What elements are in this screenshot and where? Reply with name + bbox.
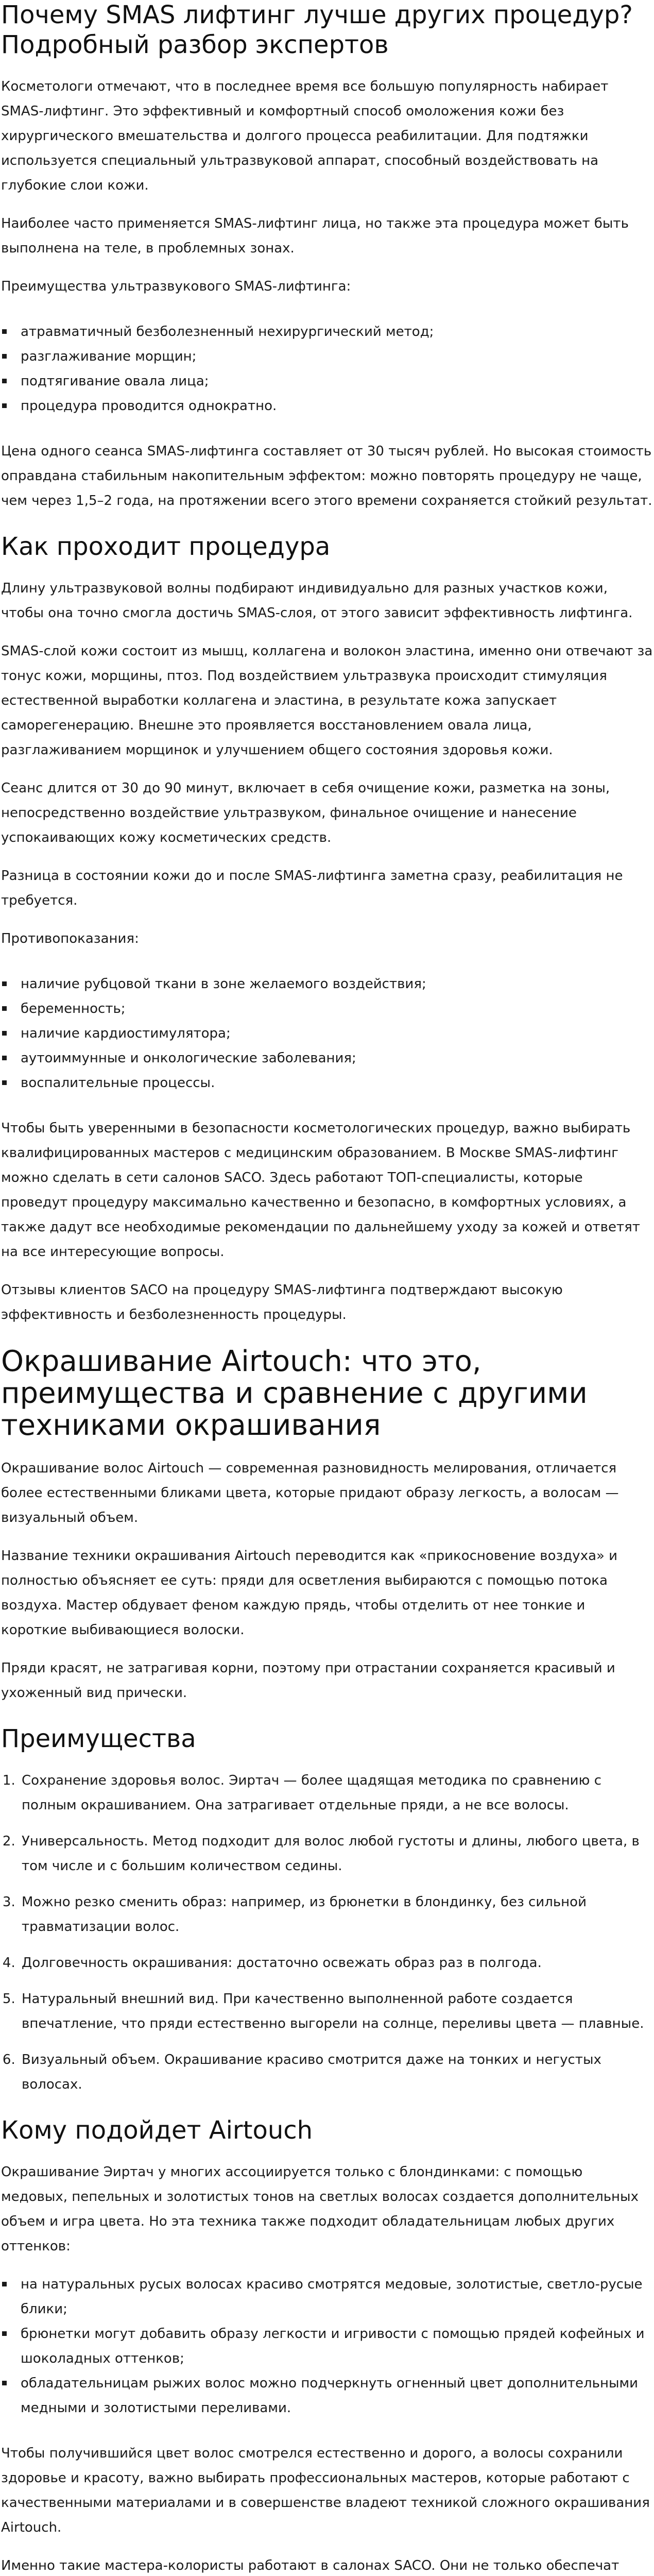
list-item: 6. Визуальный объем. Окрашивание красиво смотрится даже на тонких и негустых волосах.	[20, 2047, 653, 2097]
hair-color-list	[1, 2272, 653, 2420]
paragraph: Косметологи отмечают, что в последнее время все большую популярность набирает SMAS-лифтинг. Это эффективный и комфортный способ омоложения кожи без хирургического вмешательства и долгого процесса реабилитации. Для подтяжки используется специальный ультразвуковой аппарат, способный воздействовать на глубокие слои кожи.	[1, 79, 609, 193]
list-item: наличие кардиостимулятора;	[21, 1021, 653, 1046]
list-item: разглаживание морщин;	[21, 344, 653, 369]
list-item: на натуральных русых волосах красиво смотрятся медовые, золотистые, светло-русые блики;	[21, 2272, 653, 2321]
list-item: аутоиммунные и онкологические заболевания;	[21, 1046, 653, 1071]
section-heading: Как проходит процедура	[1, 532, 331, 561]
paragraph: Отзывы клиентов SACO на процедуру SMAS-лифтинга подтверждают высокую эффективность и безболезненность процедуры.	[1, 1282, 563, 1323]
paragraph: Окрашивание Эиртач у многих ассоциируется только с блондинками: с помощью медовых, пепельных и золотистых тонов на светлых волосах создается дополнительных объем и игра цвета. Но эта техника также подходит обладательницам любых других оттенков:	[1, 2164, 639, 2254]
list-item: процедура проводится однократно.	[21, 394, 653, 418]
paragraph: Разница в состоянии кожи до и после SMAS-лифтинга заметна сразу, реабилитация не требуется.	[1, 868, 623, 908]
article-title: Окрашивание Airtouch: что это, преимущества и сравнение с другими техниками окрашивания	[1, 1345, 588, 1442]
list-item: подтягивание овала лица;	[21, 369, 653, 394]
paragraph: Сеанс длится от 30 до 90 минут, включает в себя очищение кожи, разметка на зоны, непосредственно воздействие ультразвуком, финальное очищение и нанесение успокаивающих кожу косметических средств.	[1, 781, 610, 845]
list-item: брюнетки могут добавить образу легкости и игривости с помощью прядей кофейных и шоколадных оттенков;	[21, 2321, 653, 2371]
paragraph: Цена одного сеанса SMAS-лифтинга составляет от 30 тысяч рублей. Но высокая стоимость оправдана стабильным накопительным эффектом: можно повторять процедуру не чаще, чем через 1,5–2 года, на протяжении всего этого времени сохраняется стойкий результат.	[1, 444, 652, 509]
paragraph: Наиболее часто применяется SMAS-лифтинг лица, но также эта процедура может быть выполнена на теле, в проблемных зонах.	[1, 216, 629, 256]
list-item: 5. Натуральный внешний вид. При качественно выполненной работе создается впечатление, что пряди естественно выгорели на солнце, переливы цвета — плавные.	[20, 1987, 653, 2036]
paragraph: Пряди красят, не затрагивая корни, поэтому при отрастании сохраняется красивый и ухоженный вид прически.	[1, 1660, 615, 1701]
list-item: 3. Можно резко сменить образ: например, из брюнетки в блондинку, без сильной травматизации волос.	[20, 1890, 653, 1939]
paragraph: Преимущества ультразвукового SMAS-лифтинга:	[1, 279, 351, 294]
benefits-list	[1, 319, 653, 418]
paragraph: Длину ультразвуковой волны подбирают индивидуально для разных участков кожи, чтобы она точно смогла достичь SMAS-слоя, от этого зависит эффективность лифтинга.	[1, 581, 633, 621]
paragraph: Окрашивание волос Airtouch — современная разновидность мелирования, отличается более естественными бликами цвета, которые придают образу легкость, а волосам — визуальный объем.	[1, 1461, 619, 1526]
section-heading: Преимущества	[1, 1724, 196, 1753]
list-item: воспалительные процессы.	[21, 1071, 653, 1095]
paragraph: Чтобы быть уверенными в безопасности косметологических процедур, важно выбирать квалифицированных мастеров с медицинским образованием. В Москве SMAS-лифтинг можно сделать в сети салонов SACO. Здесь работают ТОП-специалисты, которые проведут процедуру максимально качественно и безопасно, в комфортных условиях, а также дадут все необходимые рекомендации по дальнейшему уходу за кожей и ответят на все интересующие вопросы.	[1, 1121, 640, 1260]
list-item: 2. Универсальность. Метод подходит для волос любой густоты и длины, любого цвета, в том числе и с большим количеством седины.	[20, 1829, 653, 1878]
list-item: беременность;	[21, 996, 653, 1021]
list-item: наличие рубцовой ткани в зоне желаемого воздействия;	[21, 972, 653, 996]
paragraph: SMAS-слой кожи состоит из мышц, коллагена и волокон эластина, именно они отвечают за тонус кожи, морщины, птоз. Под воздействием ультразвука происходит стимуляция естественной выработки коллагена и эластина, в результате кожа запускает саморегенерацию. Внешне это проявляется восстановлением овала лица, разглаживанием морщинок и улучшением общего состояния здоровья кожи.	[1, 643, 653, 758]
list-item: 4. Долговечность окрашивания: достаточно освежать образ раз в полгода.	[20, 1951, 653, 1975]
advantages-list	[1, 1768, 653, 2097]
list-item: 1. Сохранение здоровья волос. Эиртач — более щадящая методика по сравнению с полным окрашиванием. Она затрагивает отдельные пряди, а не все волосы.	[20, 1768, 653, 1818]
section-heading: Кому подойдет Airtouch	[1, 2116, 313, 2145]
paragraph: Противопоказания:	[1, 931, 139, 946]
paragraph: Именно такие мастера-колористы работают в салонах SACO. Они не только обеспечат	[1, 2558, 619, 2573]
paragraph: Название техники окрашивания Airtouch переводится как «прикосновение воздуха» и полностью объясняет ее суть: пряди для осветления выбираются с помощью потока воздуха. Мастер обдувает феном каждую прядь, чтобы отделить от нее тонкие и короткие выбивающиеся волоски.	[1, 1548, 618, 1638]
contraindications-list	[1, 972, 653, 1095]
paragraph: Чтобы получившийся цвет волос смотрелся естественно и дорого, а волосы сохранили здоровье и красоту, важно выбирать профессиональных мастеров, которые работают с качественными материалами и в совершенстве владеют техникой сложного окрашивания Airtouch.	[1, 2446, 650, 2535]
list-item: обладательницам рыжих волос можно подчеркнуть огненный цвет дополнительными медными и золотистыми переливами.	[21, 2371, 653, 2420]
list-item: атравматичный безболезненный нехирургический метод;	[21, 319, 653, 344]
article-title: Почему SMAS лифтинг лучше других процедур? Подробный разбор экспертов	[1, 1, 633, 59]
